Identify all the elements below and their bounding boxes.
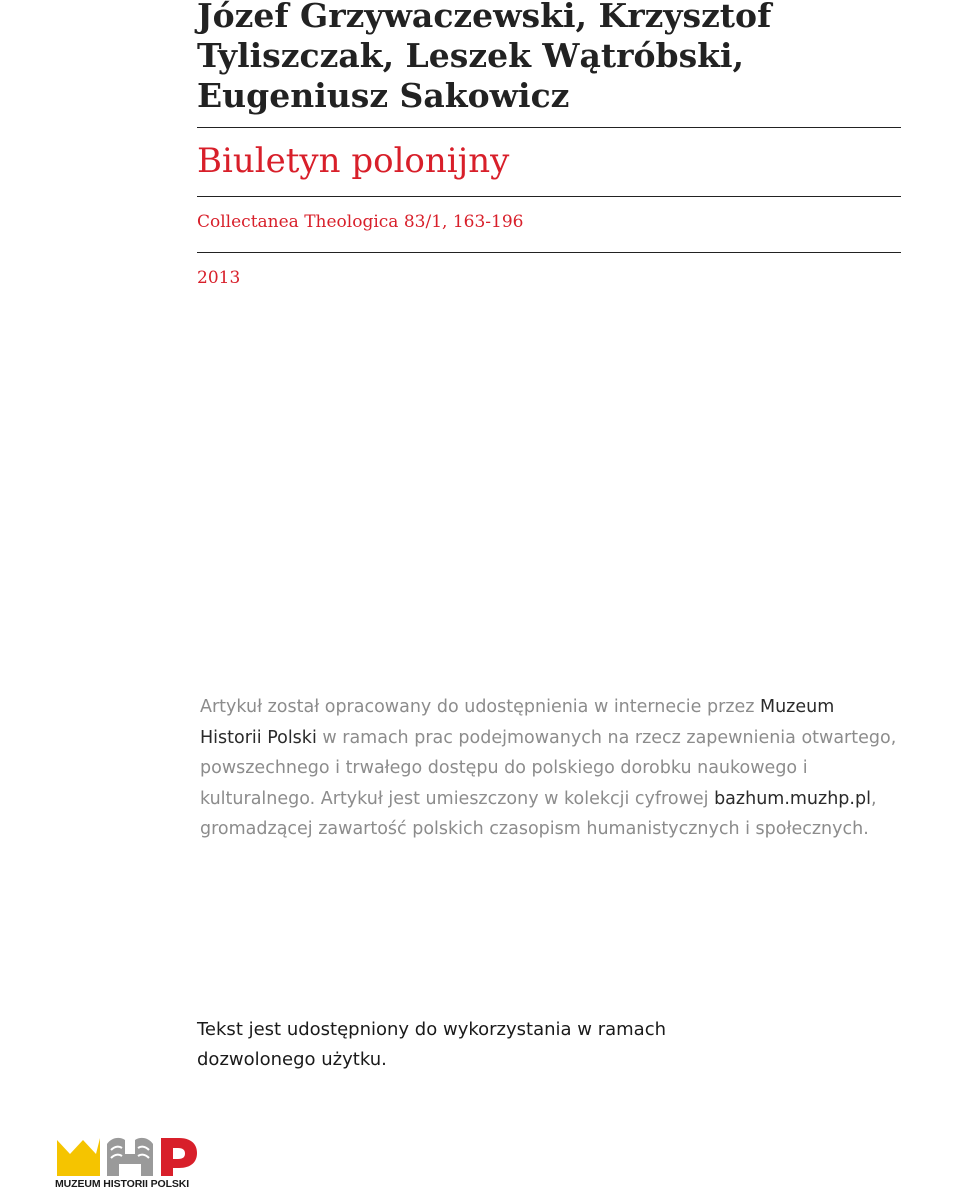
museum-logo-icon	[55, 1136, 200, 1178]
publication-year: 2013	[197, 268, 241, 288]
authors: Józef Grzywaczewski, Krzysztof Tyliszczak, Leszek Wątróbski, Eugeniusz Sakowicz	[197, 0, 772, 115]
divider-top	[197, 127, 901, 128]
publication-source: Collectanea Theologica 83/1, 163-196	[197, 212, 524, 232]
article-title: Biuletyn polonijny	[197, 141, 510, 181]
museum-logo	[55, 1136, 205, 1192]
museum-name: Muzeum Historii Polski	[200, 697, 835, 748]
notice-text-2: w ramach prac podejmowanych na rzecz zapewnienia otwartego, powszechnego i trwałego dostępu do polskiego dorobku naukowego i kulturalnego. Artykuł jest umieszczony w kolekcji cyfrowej	[200, 727, 897, 809]
digitization-notice	[200, 692, 900, 845]
museum-logo-text: MUZEUM HISTORII POLSKI	[55, 1178, 190, 1190]
notice-text-3: , gromadzącej zawartość polskich czasopism humanistycznych i społecznych.	[200, 788, 877, 839]
notice-text-1: Artykuł został opracowany do udostępnienia w internecie przez	[200, 697, 760, 717]
collection-link[interactable]: bazhum.muzhp.pl	[714, 788, 871, 809]
usage-notice: Tekst jest udostępniony do wykorzystania w ramach dozwolonego użytku.	[197, 1019, 667, 1070]
divider-middle	[197, 196, 901, 197]
divider-bottom	[197, 252, 901, 253]
